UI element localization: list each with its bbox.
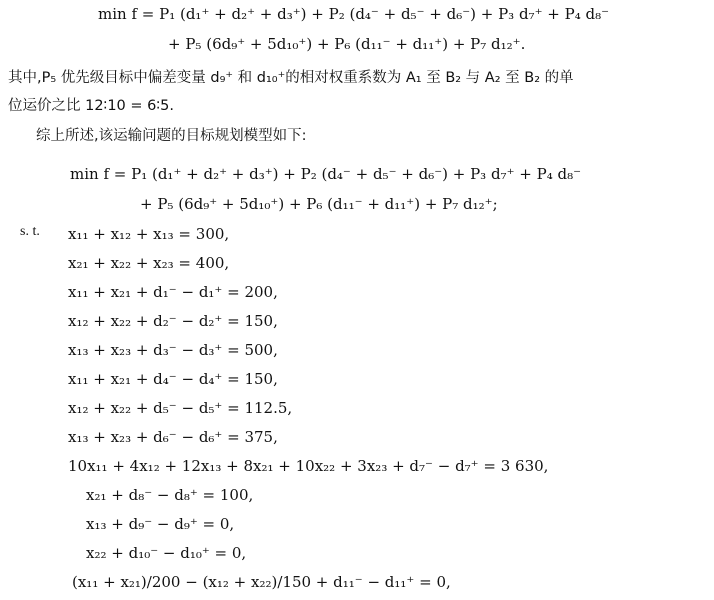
constraint-5: x₁₃ + x₂₃ + d₃⁻ − d₃⁺ = 500,	[68, 341, 278, 359]
explanation-paragraph	[8, 64, 708, 120]
constraint-1: x₁₁ + x₁₂ + x₁₃ = 300,	[68, 225, 230, 243]
explanation-line-2: 位运价之比 12∶10 = 6∶5.	[8, 98, 174, 114]
constraint-9: 10x₁₁ + 4x₁₂ + 12x₁₃ + 8x₂₁ + 10x₂₂ + 3x₂₃ + d₇⁻ − d₇⁺ = 3 630,	[68, 457, 549, 475]
model-objective-line-2: + P₅ (6d₉⁺ + 5d₁₀⁺) + P₆ (d₁₁⁻ + d₁₁⁺) + P₇ d₁₂⁺;	[140, 195, 498, 213]
constraint-8: x₁₃ + x₂₃ + d₆⁻ − d₆⁺ = 375,	[68, 428, 278, 446]
constraint-10: x₂₁ + d₈⁻ − d₈⁺ = 100,	[86, 486, 254, 504]
constraint-7: x₁₂ + x₂₂ + d₅⁻ − d₅⁺ = 112.5,	[68, 399, 293, 417]
constraint-6: x₁₁ + x₂₁ + d₄⁻ − d₄⁺ = 150,	[68, 370, 278, 388]
summary-sentence: 综上所述,该运输问题的目标规划模型如下:	[36, 128, 307, 144]
subject-to-label: s. t.	[20, 224, 40, 239]
objective-line-1: min f = P₁ (d₁⁺ + d₂⁺ + d₃⁺) + P₂ (d₄⁻ + d₅⁻ + d₆⁻) + P₃ d₇⁺ + P₄ d₈⁻	[98, 5, 610, 23]
explanation-line-1: 其中,P₅ 优先级目标中偏差变量 d₉⁺ 和 d₁₀⁺的相对权重系数为 A₁ 至 B₂ 与 A₂ 至 B₂ 的单	[8, 70, 574, 86]
constraint-3: x₁₁ + x₂₁ + d₁⁻ − d₁⁺ = 200,	[68, 283, 278, 301]
constraint-4: x₁₂ + x₂₂ + d₂⁻ − d₂⁺ = 150,	[68, 312, 278, 330]
constraint-13: (x₁₁ + x₂₁)/200 − (x₁₂ + x₂₂)/150 + d₁₁⁻ − d₁₁⁺ = 0,	[72, 573, 451, 591]
constraint-11: x₁₃ + d₉⁻ − d₉⁺ = 0,	[86, 515, 235, 533]
model-objective-line-1: min f = P₁ (d₁⁺ + d₂⁺ + d₃⁺) + P₂ (d₄⁻ + d₅⁻ + d₆⁻) + P₃ d₇⁺ + P₄ d₈⁻	[70, 165, 582, 183]
objective-line-2: + P₅ (6d₉⁺ + 5d₁₀⁺) + P₆ (d₁₁⁻ + d₁₁⁺) + P₇ d₁₂⁺.	[168, 35, 526, 53]
constraint-2: x₂₁ + x₂₂ + x₂₃ = 400,	[68, 254, 230, 272]
constraint-12: x₂₂ + d₁₀⁻ − d₁₀⁺ = 0,	[86, 544, 247, 562]
